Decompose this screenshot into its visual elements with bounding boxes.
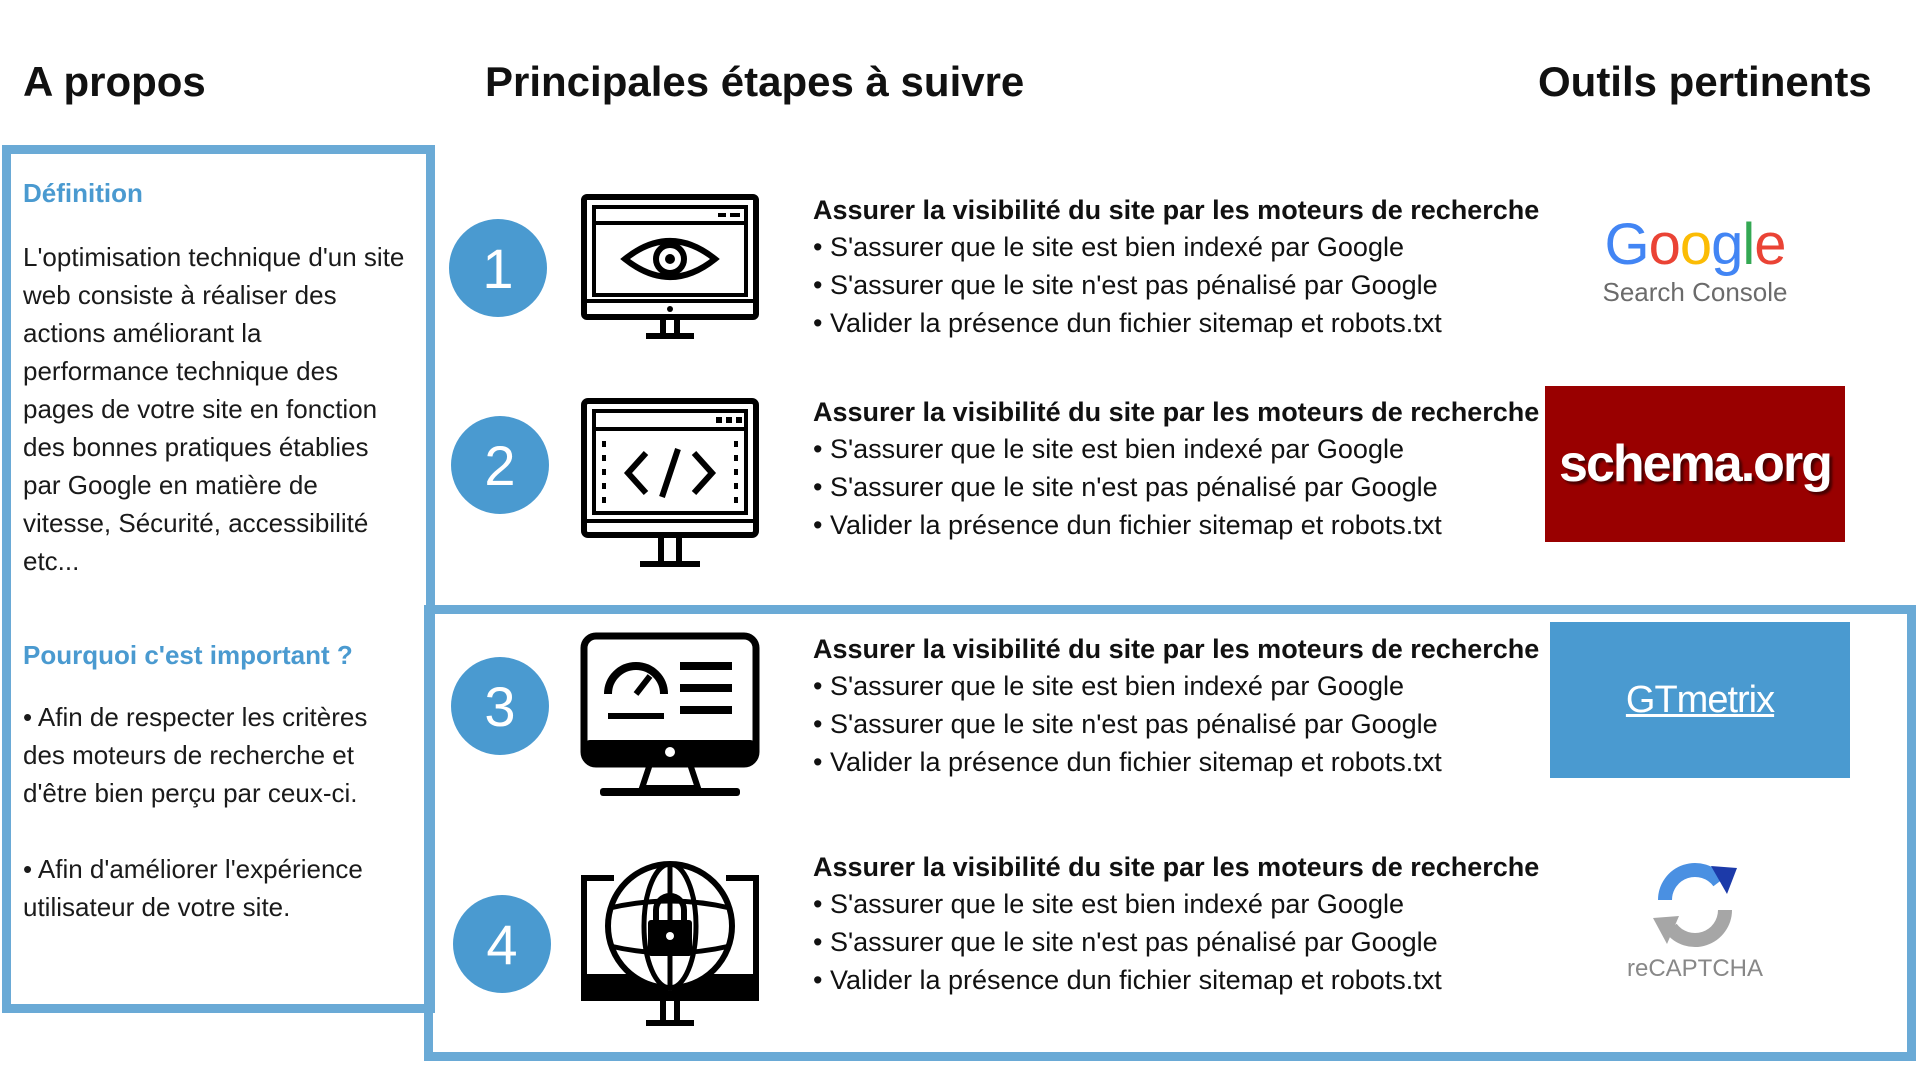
about-heading: A propos [23,58,206,105]
step-3-title: Assurer la visibilité du site par les moteurs de recherche [813,634,1540,664]
google-search-console-logo [1580,212,1810,309]
step-1-bullet-2: • S'assurer que le site n'est pas pénalisé par Google [813,266,1533,304]
definition-text: L'optimisation technique d'un site web consiste à réaliser des actions améliorant la performance technique des pages de votre site en fonction des bonnes pratiques établies par Google en matière de vitesse, Sécurité, accessibilité etc... [23,242,405,576]
google-letter: G [1604,212,1649,277]
step-1-bullet-1: • S'assurer que le site est bien indexé par Google [813,228,1533,266]
step-number-2: 2 [451,416,549,514]
definition-title: Définition [23,178,143,208]
step-4-bullet-1: • S'assurer que le site est bien indexé par Google [813,885,1533,923]
step-3-bullet-2: • S'assurer que le site n'est pas pénalisé par Google [813,705,1533,743]
why-point-1: • Afin de respecter les critères des moteurs de recherche et d'être bien perçu par ceux-ci. [23,702,368,808]
schema-org-label: schema.org [1559,435,1831,493]
step-1 [813,192,1540,342]
step-4-title: Assurer la visibilité du site par les moteurs de recherche [813,852,1540,882]
step-number-4: 4 [453,895,551,993]
monitor-code-icon [580,397,760,572]
monitor-globe-lock-icon [580,860,760,1030]
google-letter: o [1648,212,1680,277]
step-3 [813,631,1540,781]
search-console-label: Search Console [1602,277,1788,307]
step-2 [813,394,1540,544]
step-3-bullet-1: • S'assurer que le site est bien indexé par Google [813,667,1533,705]
step-number-1: 1 [449,219,547,317]
google-letter: g [1711,212,1743,277]
step-4-bullet-3: • Valider la présence dun fichier sitemap et robots.txt [813,961,1533,999]
google-letter: l [1742,212,1755,277]
tools-heading: Outils pertinents [1538,58,1872,105]
steps-heading: Principales étapes à suivre [485,58,1025,105]
recaptcha-label: reCAPTCHA [1626,955,1764,982]
step-1-bullet-3: • Valider la présence dun fichier sitemap et robots.txt [813,304,1533,342]
step-2-bullet-3: • Valider la présence dun fichier sitemap et robots.txt [813,506,1533,544]
step-4 [813,849,1540,999]
recaptcha-logo [1610,860,1780,983]
google-letter: e [1754,212,1786,277]
step-number-3: 3 [451,657,549,755]
recaptcha-arrows-icon [1645,860,1745,950]
step-4-bullet-2: • S'assurer que le site n'est pas pénalisé par Google [813,923,1533,961]
monitor-speed-icon [580,632,760,802]
gtmetrix-label: GTmetrix [1625,678,1775,721]
why-point-2: • Afin d'améliorer l'expérience utilisateur de votre site. [23,854,363,922]
google-wordmark [1580,212,1810,277]
gtmetrix-logo [1550,622,1850,778]
why-important-title: Pourquoi c'est important ? [23,640,353,670]
google-letter: o [1679,212,1712,277]
step-3-bullet-3: • Valider la présence dun fichier sitemap et robots.txt [813,743,1533,781]
step-2-bullet-2: • S'assurer que le site n'est pas pénalisé par Google [813,468,1533,506]
step-2-bullet-1: • S'assurer que le site est bien indexé par Google [813,430,1533,468]
monitor-eye-icon [580,193,760,343]
step-1-title: Assurer la visibilité du site par les moteurs de recherche [813,195,1540,225]
schema-org-logo [1545,386,1845,542]
step-2-title: Assurer la visibilité du site par les moteurs de recherche [813,397,1540,427]
